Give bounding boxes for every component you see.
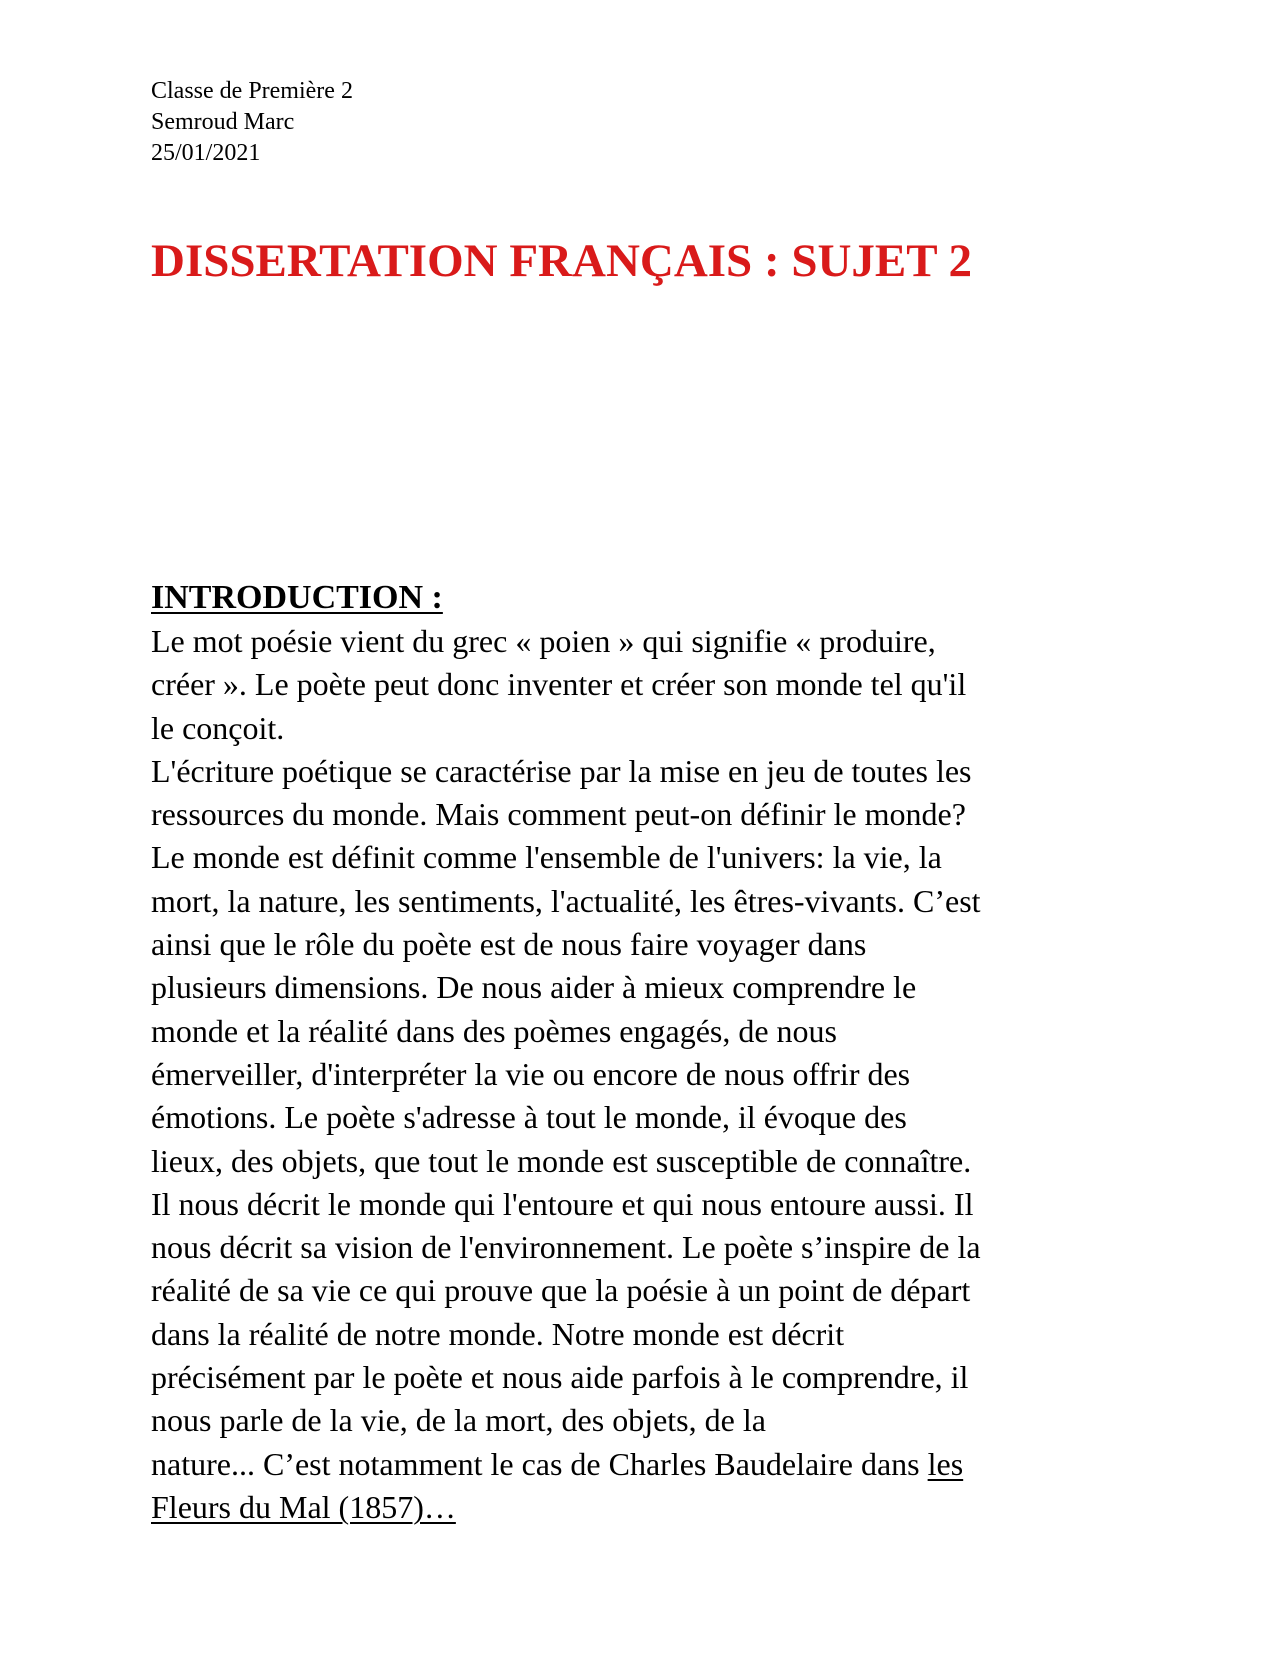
body-line-last bbox=[151, 1443, 1151, 1486]
body-line: émotions. Le poète s'adresse à tout le monde, il évoque des bbox=[151, 1099, 907, 1136]
body-line: nous décrit sa vision de l'environnement. Le poète s’inspire de la bbox=[151, 1229, 981, 1266]
body-line: Le monde est définit comme l'ensemble de l'univers: la vie, la bbox=[151, 839, 942, 876]
document-header bbox=[151, 76, 353, 169]
body-line: dans la réalité de notre monde. Notre monde est décrit bbox=[151, 1315, 845, 1352]
last-line-text: nature... C’est notamment le cas de Charles Baudelaire dans bbox=[151, 1445, 928, 1482]
body-line: nous parle de la vie, de la mort, des objets, de la bbox=[151, 1402, 766, 1439]
body-line: monde et la réalité dans des poèmes engagés, de nous bbox=[151, 1012, 837, 1049]
book-reference-part2: Fleurs du Mal (1857)… bbox=[151, 1488, 456, 1525]
class-label: Classe de Première 2 bbox=[151, 78, 353, 104]
document-date: 25/01/2021 bbox=[151, 140, 261, 166]
body-line: ressources du monde. Mais comment peut-on définir le monde? bbox=[151, 796, 966, 833]
body-line: mort, la nature, les sentiments, l'actualité, les êtres-vivants. C’est bbox=[151, 882, 981, 919]
body-line: Le mot poésie vient du grec « poien » qui signifie « produire, bbox=[151, 623, 936, 659]
body-line: créer ». Le poète peut donc inventer et créer son monde tel qu'il bbox=[151, 666, 967, 703]
body-line: ainsi que le rôle du poète est de nous faire voyager dans bbox=[151, 926, 867, 963]
body-line: le conçoit. bbox=[151, 709, 285, 746]
body-line: plusieurs dimensions. De nous aider à mieux comprendre le bbox=[151, 969, 917, 1006]
body-line-book bbox=[151, 1486, 1151, 1529]
introduction-body bbox=[151, 620, 1151, 1529]
document-title: DISSERTATION FRANÇAIS : SUJET 2 bbox=[151, 235, 973, 287]
introduction-heading: INTRODUCTION : bbox=[151, 579, 443, 616]
body-line: L'écriture poétique se caractérise par la mise en jeu de toutes les bbox=[151, 752, 972, 789]
book-reference-part1: les bbox=[927, 1445, 964, 1482]
author-name: Semroud Marc bbox=[151, 109, 295, 135]
body-line: émerveiller, d'interpréter la vie ou encore de nous offrir des bbox=[151, 1055, 911, 1092]
body-line: Il nous décrit le monde qui l'entoure et qui nous entoure aussi. Il bbox=[151, 1185, 974, 1222]
body-line: précisément par le poète et nous aide parfois à le comprendre, il bbox=[151, 1359, 969, 1396]
body-line: réalité de sa vie ce qui prouve que la poésie à un point de départ bbox=[151, 1272, 971, 1309]
body-line: lieux, des objets, que tout le monde est susceptible de connaître. bbox=[151, 1142, 972, 1179]
